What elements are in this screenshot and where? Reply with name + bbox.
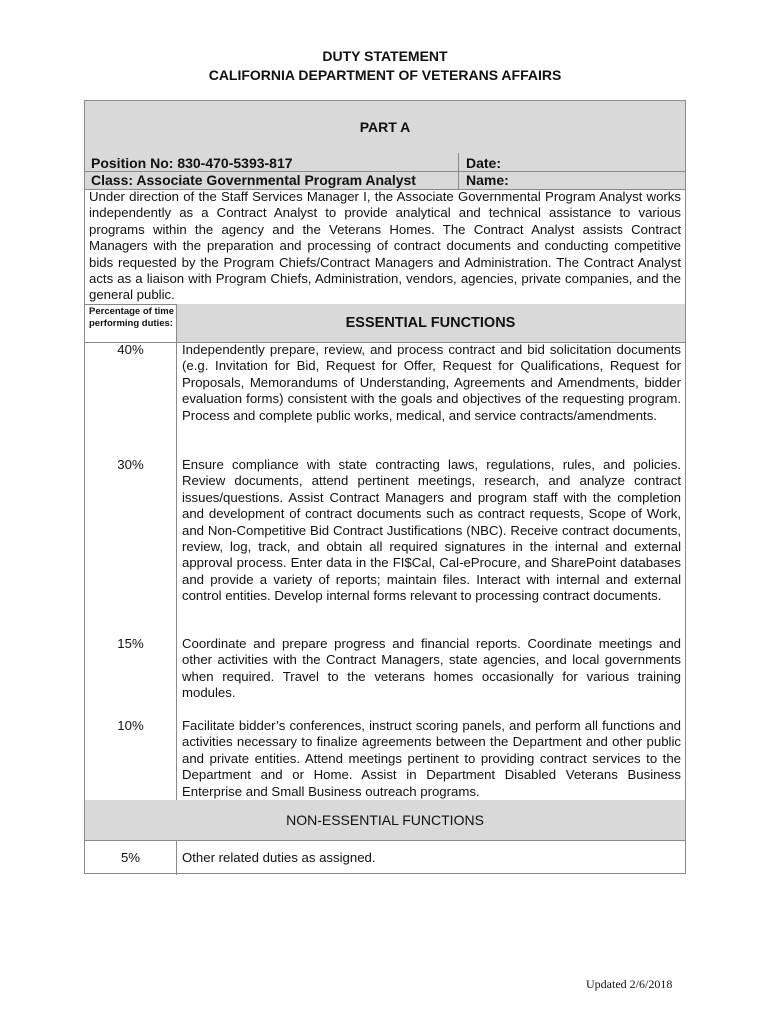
duty-percentage: 40% [117,342,144,357]
duty-percentage: 15% [117,636,144,651]
percentage-header: Percentage of time performing duties: [89,306,174,329]
document-title: DUTY STATEMENT [322,48,448,64]
duty-description: Coordinate and prepare progress and financial reports. Coordinate meetings and other activities with the Contract Managers, state agencies, and local governments when required. Travel to the veterans homes occasionally for various training modules. [182,636,681,701]
duty-percentage: 5% [120,850,141,865]
duty-percentage: 30% [117,457,144,472]
position-summary: Under direction of the Staff Services Manager I, the Associate Governmental Program Analyst works independently as a Contract Analyst to provide analytical and technical assistance to various programs within the agency and the Veterans Homes. The Contract Analyst assists Contract Managers with the preparation and processing of contract documents and conducting competitive bids requested by the Program Chiefs/Contract Managers and Administration. The Contract Analyst acts as a liaison with Program Chiefs, Administration, vendors, agencies, private companies, and the general public. [89,189,681,303]
duty-percentage: 10% [117,718,144,733]
non-essential-functions-header: NON-ESSENTIAL FUNCTIONS [85,800,685,840]
updated-date: Updated 2/6/2018 [586,977,673,991]
class-title: Class: Associate Governmental Program Analyst [91,172,416,188]
divider [85,840,685,841]
duty-description: Independently prepare, review, and process contract and bid solicitation documents (e.g. Invitation for Bid, Request for Offer, Request for Qualifications, Request for Proposals, Memorandums of Understanding, Agreements and Amendments, bidder evaluation forms) consistent with the goals and objectives of the requesting program. Process and complete public works, medical, and service contracts/amendments. [182,342,681,423]
column-divider [176,304,177,875]
date-label: Date: [466,155,502,171]
duty-description: Other related duties as assigned. [182,850,376,865]
part-a-header: PART A [85,101,685,153]
duty-description: Facilitate bidder’s conferences, instruct scoring panels, and perform all functions and activities necessary to finalize agreements between the Department and other public and private entities. Attend meetings pertinent to providing contract services to the Department and or Home. Assist in Department Disabled Veterans Business Enterprise and Small Business outreach programs. [182,718,681,799]
duty-statement-table [84,100,686,874]
position-number: Position No: 830-470-5393-817 [91,155,293,171]
essential-functions-header: ESSENTIAL FUNCTIONS [176,304,685,342]
duty-description: Ensure compliance with state contracting laws, regulations, rules, and policies. Review documents, attend pertinent meetings, research, and analyze contract issues/questions. Assist Contract Managers and program staff with the completion and development of contract documents such as contract requests, Scope of Work, and Non-Competitive Bid Contract Justifications (NBC). Receive contract documents, review, log, track, and obtain all required signatures in the internal and external approval process. Enter data in the FI$Cal, Cal-eProcure, and SharePoint databases and provide a variety of reports; maintain files. Interact with internal and external control entities. Develop internal forms relevant to processing contract documents. [182,457,681,604]
divider [85,171,685,172]
name-label: Name: [466,172,509,188]
department-name: CALIFORNIA DEPARTMENT OF VETERANS AFFAIRS [208,67,562,83]
